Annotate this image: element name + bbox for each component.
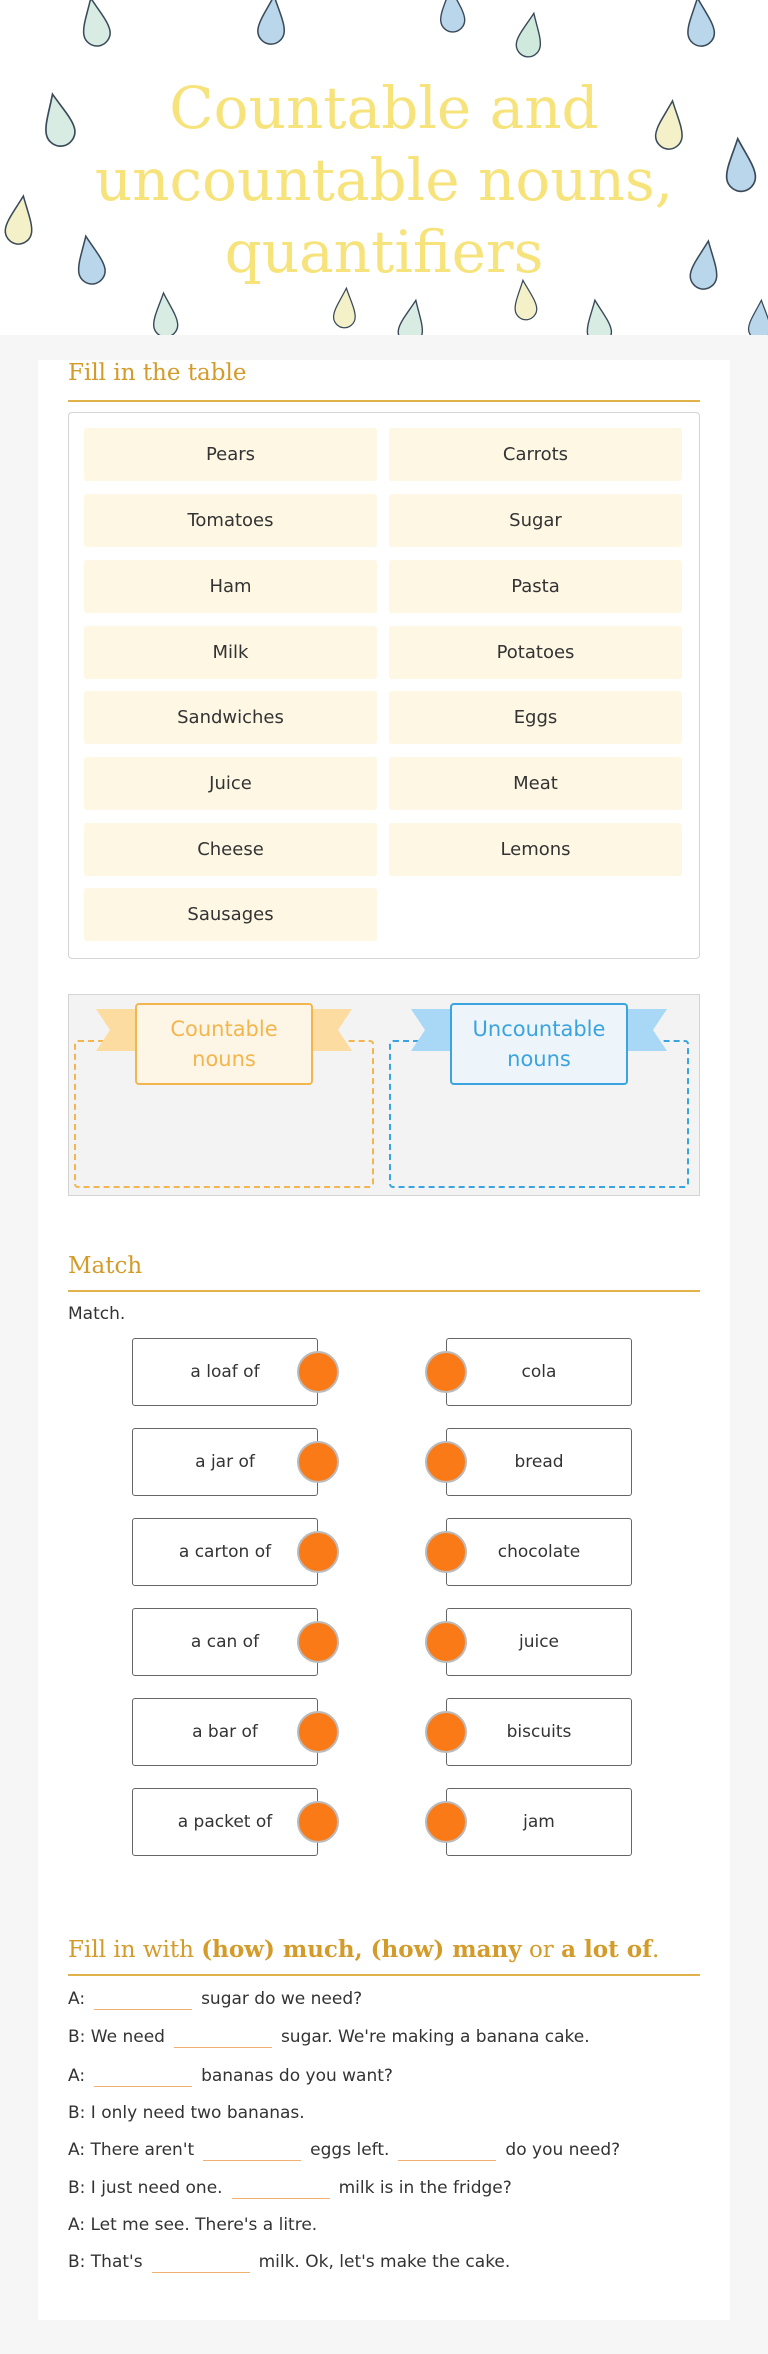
- match-right-item: jam: [446, 1788, 632, 1856]
- dialogue-line: A: sugar do we need?: [68, 1989, 363, 2009]
- match-left-connector[interactable]: [297, 1531, 339, 1573]
- answer-blank[interactable]: [174, 2027, 272, 2048]
- uncountable-label: Uncountable nouns: [450, 1003, 628, 1085]
- match-left-item: a carton of: [132, 1518, 318, 1586]
- worksheet: [38, 360, 730, 2320]
- word-card[interactable]: Ham: [84, 560, 377, 613]
- match-right-item: juice: [446, 1608, 632, 1676]
- match-right-item: bread: [446, 1428, 632, 1496]
- match-right-item: cola: [446, 1338, 632, 1406]
- answer-blank[interactable]: [203, 2140, 301, 2161]
- section-title-match: Match: [68, 1253, 143, 1279]
- divider: [68, 400, 700, 402]
- match-left-item: a jar of: [132, 1428, 318, 1496]
- dialogue-line: A: There aren't eggs left. do you need?: [68, 2140, 621, 2160]
- word-card[interactable]: Milk: [84, 626, 377, 679]
- match-left-connector[interactable]: [297, 1621, 339, 1663]
- word-card[interactable]: Pears: [84, 428, 377, 481]
- match-left-item: a packet of: [132, 1788, 318, 1856]
- match-left-item: a loaf of: [132, 1338, 318, 1406]
- match-left-item: a bar of: [132, 1698, 318, 1766]
- dialogue-line: B: That's milk. Ok, let's make the cake.: [68, 2252, 511, 2272]
- word-card[interactable]: Cheese: [84, 823, 377, 876]
- divider: [68, 1290, 700, 1292]
- match-left-connector[interactable]: [297, 1441, 339, 1483]
- answer-blank[interactable]: [152, 2252, 250, 2273]
- dialogue-line: B: I just need one. milk is in the fridge?: [68, 2178, 512, 2198]
- word-card[interactable]: Pasta: [389, 560, 682, 613]
- section-title-fill-table: Fill in the table: [68, 360, 247, 386]
- match-right-item: chocolate: [446, 1518, 632, 1586]
- answer-blank[interactable]: [94, 1989, 192, 2010]
- answer-blank[interactable]: [398, 2140, 496, 2161]
- dialogue-line: B: We need sugar. We're making a banana cake.: [68, 2027, 590, 2047]
- word-card[interactable]: Tomatoes: [84, 494, 377, 547]
- word-card[interactable]: Sugar: [389, 494, 682, 547]
- match-right-connector[interactable]: [425, 1441, 467, 1483]
- word-card[interactable]: Juice: [84, 757, 377, 810]
- dialogue-line: A: Let me see. There's a litre.: [68, 2215, 318, 2235]
- match-left-connector[interactable]: [297, 1711, 339, 1753]
- match-right-connector[interactable]: [425, 1711, 467, 1753]
- match-left-connector[interactable]: [297, 1351, 339, 1393]
- divider: [68, 1974, 700, 1976]
- answer-blank[interactable]: [232, 2178, 330, 2199]
- word-bank: [68, 412, 700, 959]
- match-right-item: biscuits: [446, 1698, 632, 1766]
- section-title-fill-quantifiers: Fill in with (how) much, (how) many or a lot of.: [68, 1936, 660, 1963]
- word-card[interactable]: Sausages: [84, 888, 377, 941]
- header-banner: [0, 0, 768, 335]
- sorting-area: [68, 994, 700, 1196]
- match-left-item: a can of: [132, 1608, 318, 1676]
- word-card[interactable]: Meat: [389, 757, 682, 810]
- match-right-connector[interactable]: [425, 1801, 467, 1843]
- answer-blank[interactable]: [94, 2066, 192, 2087]
- match-left-connector[interactable]: [297, 1801, 339, 1843]
- match-instruction: Match.: [68, 1304, 126, 1324]
- dialogue-line: B: I only need two bananas.: [68, 2103, 305, 2123]
- match-right-connector[interactable]: [425, 1621, 467, 1663]
- countable-label: Countable nouns: [135, 1003, 313, 1085]
- dialogue-line: A: bananas do you want?: [68, 2066, 393, 2086]
- match-right-connector[interactable]: [425, 1531, 467, 1573]
- word-card[interactable]: Potatoes: [389, 626, 682, 679]
- word-card[interactable]: Sandwiches: [84, 691, 377, 744]
- word-card[interactable]: Lemons: [389, 823, 682, 876]
- page-title: Countable and uncountable nouns, quantifiers: [94, 74, 674, 286]
- word-card[interactable]: Carrots: [389, 428, 682, 481]
- word-card[interactable]: Eggs: [389, 691, 682, 744]
- match-right-connector[interactable]: [425, 1351, 467, 1393]
